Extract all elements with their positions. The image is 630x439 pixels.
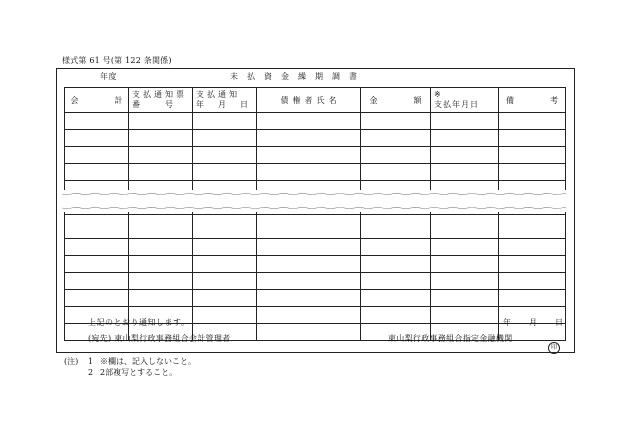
date-day-label: 日	[555, 318, 563, 327]
voucher-header-line1: 支払通知票	[132, 90, 187, 99]
table-cell[interactable]	[193, 147, 257, 164]
column-header-amount: 金 額	[361, 88, 431, 113]
table-cell[interactable]	[65, 273, 129, 290]
table-cell[interactable]	[129, 215, 193, 239]
table-cell[interactable]	[431, 273, 499, 290]
table-cell[interactable]	[193, 290, 257, 307]
table-cell[interactable]	[65, 164, 129, 181]
table-cell[interactable]	[431, 147, 499, 164]
table-row	[65, 113, 566, 130]
addressee: (宛先) 東山梨行政事務組合会計管理者	[88, 334, 231, 343]
note-item	[64, 356, 196, 367]
table-cell[interactable]	[361, 113, 431, 130]
table-cell[interactable]	[193, 256, 257, 273]
table-cell[interactable]	[431, 290, 499, 307]
table-cell[interactable]	[65, 147, 129, 164]
table-cell[interactable]	[129, 130, 193, 147]
date-year-label: 年	[503, 318, 511, 327]
notes-label: (注)	[64, 357, 79, 366]
table-cell[interactable]	[361, 290, 431, 307]
table-cell[interactable]	[257, 164, 361, 181]
column-header-notice-date	[193, 88, 257, 113]
table-row	[65, 130, 566, 147]
table-cell[interactable]	[361, 164, 431, 181]
table-cell[interactable]	[499, 147, 566, 164]
table-cell[interactable]	[129, 256, 193, 273]
column-header-creditor: 債権者氏名	[257, 88, 361, 113]
table-row	[65, 147, 566, 164]
table-row	[65, 273, 566, 290]
table-cell[interactable]	[129, 239, 193, 256]
table-cell[interactable]	[193, 130, 257, 147]
note-number: 2	[88, 368, 94, 377]
table-cell[interactable]	[193, 164, 257, 181]
table-cell[interactable]	[361, 307, 431, 324]
table-cell[interactable]	[193, 273, 257, 290]
table-cell[interactable]	[361, 147, 431, 164]
notice-date-header-line1: 支払通知	[196, 90, 240, 99]
table-cell[interactable]	[129, 113, 193, 130]
table-cell[interactable]	[193, 215, 257, 239]
document-title: 未払資金繰期調書	[230, 72, 366, 81]
table-body	[65, 113, 566, 341]
note-text: 2部複写とすること。	[100, 368, 178, 377]
table-cell[interactable]	[361, 256, 431, 273]
table-cell[interactable]	[361, 215, 431, 239]
table-cell[interactable]	[257, 290, 361, 307]
table-cell[interactable]	[129, 147, 193, 164]
table-row	[65, 256, 566, 273]
fiscal-year-label: 年度	[100, 72, 117, 81]
note-item	[64, 367, 196, 378]
table-cell[interactable]	[499, 215, 566, 239]
break-wave-icon	[62, 190, 568, 212]
table-cell[interactable]	[257, 256, 361, 273]
table-cell[interactable]	[65, 239, 129, 256]
table-header-row	[65, 88, 566, 113]
table-cell[interactable]	[499, 113, 566, 130]
table-cell[interactable]	[361, 130, 431, 147]
table-row	[65, 290, 566, 307]
table-cell[interactable]	[257, 273, 361, 290]
table-row	[65, 215, 566, 239]
table-cell[interactable]	[129, 273, 193, 290]
table-cell[interactable]	[65, 113, 129, 130]
table-cell[interactable]	[257, 113, 361, 130]
table-cell[interactable]	[499, 239, 566, 256]
note-text: ※欄は、記入しないこと。	[100, 357, 196, 366]
table-cell[interactable]	[499, 273, 566, 290]
table-cell[interactable]	[431, 239, 499, 256]
notes-section	[64, 356, 196, 378]
table-row	[65, 239, 566, 256]
sender-bank: 東山梨行政事務組合指定金融機関	[388, 334, 513, 343]
table-cell[interactable]	[65, 130, 129, 147]
column-header-payment-date	[431, 88, 499, 113]
table-cell[interactable]	[431, 113, 499, 130]
table-cell[interactable]	[431, 307, 499, 324]
table-cell[interactable]	[193, 113, 257, 130]
table-cell[interactable]	[431, 256, 499, 273]
note-number: 1	[88, 357, 94, 366]
table-cell[interactable]	[499, 164, 566, 181]
column-header-account: 会 計	[65, 88, 129, 113]
voucher-header-line2: 番 号	[132, 100, 176, 109]
table-cell[interactable]	[65, 290, 129, 307]
table-cell[interactable]	[499, 130, 566, 147]
form-number: 様式第 61 号(第 122 条関係)	[62, 56, 172, 65]
table-cell[interactable]	[65, 256, 129, 273]
table-cell[interactable]	[193, 239, 257, 256]
notice-date	[503, 317, 563, 328]
mark-symbol: ※	[434, 90, 444, 99]
table-cell[interactable]	[257, 215, 361, 239]
table-cell[interactable]	[257, 307, 361, 324]
table-cell[interactable]	[65, 215, 129, 239]
column-header-remarks: 備 考	[499, 88, 566, 113]
column-header-voucher-number	[129, 88, 193, 113]
table-row	[65, 164, 566, 181]
table-cell[interactable]	[257, 147, 361, 164]
table-break-gap	[62, 190, 568, 212]
table-cell[interactable]	[431, 215, 499, 239]
notice-date-header-line2: 年 月 日	[196, 100, 251, 109]
table-cell[interactable]	[431, 130, 499, 147]
table-cell[interactable]	[129, 164, 193, 181]
table-cell[interactable]	[257, 324, 361, 341]
table-cell[interactable]	[431, 164, 499, 181]
seal-icon: 印	[548, 342, 560, 354]
table-cell[interactable]	[257, 239, 361, 256]
payment-date-header: 支払年月日	[434, 100, 479, 109]
table-cell[interactable]	[499, 256, 566, 273]
ledger-table	[64, 87, 572, 341]
table-cell[interactable]	[129, 290, 193, 307]
date-month-label: 月	[529, 318, 537, 327]
table-cell[interactable]	[361, 273, 431, 290]
table-cell[interactable]	[499, 290, 566, 307]
table-cell[interactable]	[361, 239, 431, 256]
notice-text: 上記のとおり通知します。	[88, 318, 190, 327]
table-cell[interactable]	[193, 307, 257, 324]
table-cell[interactable]	[257, 130, 361, 147]
